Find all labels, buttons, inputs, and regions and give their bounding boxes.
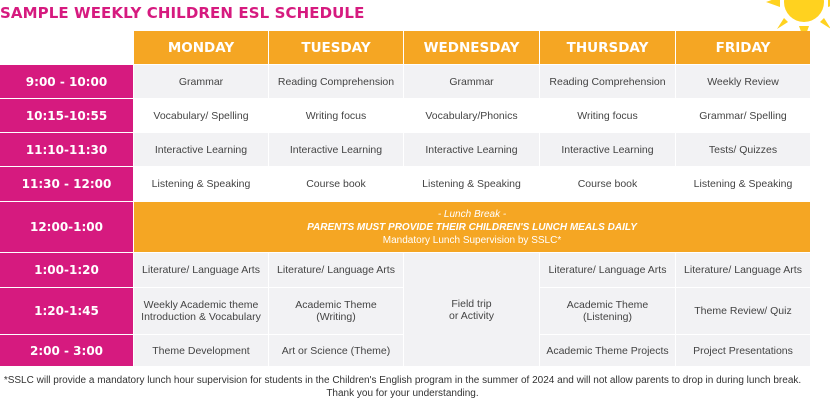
lunch-supervision: Mandatory Lunch Supervision by SSLC* bbox=[382, 234, 562, 246]
time-slot: 9:00 - 10:00 bbox=[0, 65, 133, 98]
wednesday-field-trip-cell bbox=[404, 253, 539, 366]
table-cell: Grammar bbox=[134, 65, 268, 98]
table-cell: Reading Comprehension bbox=[269, 65, 403, 98]
header-friday: FRIDAY bbox=[676, 31, 810, 64]
lunch-notice: PARENTS MUST PROVIDE THEIR CHILDREN'S LUNCH MEALS DAILY bbox=[307, 221, 637, 233]
table-cell: Writing focus bbox=[540, 99, 675, 132]
table-cell: Interactive Learning bbox=[269, 133, 403, 166]
table-cell: Listening & Speaking bbox=[676, 167, 810, 201]
table-cell: Academic Theme Projects bbox=[540, 335, 675, 366]
time-slot: 2:00 - 3:00 bbox=[0, 335, 133, 366]
table-cell: Academic Theme (Writing) bbox=[269, 288, 403, 334]
schedule-table bbox=[0, 31, 805, 366]
table-cell: Weekly Review bbox=[676, 65, 810, 98]
table-cell: Tests/ Quizzes bbox=[676, 133, 810, 166]
table-cell: Interactive Learning bbox=[404, 133, 539, 166]
field-trip-line: Field trip bbox=[451, 297, 492, 310]
time-slot: 11:30 - 12:00 bbox=[0, 167, 133, 201]
header-thursday: THURSDAY bbox=[540, 31, 675, 64]
table-cell: Grammar/ Spelling bbox=[676, 99, 810, 132]
table-cell: Listening & Speaking bbox=[134, 167, 268, 201]
table-cell: Vocabulary/Phonics bbox=[404, 99, 539, 132]
table-cell: Art or Science (Theme) bbox=[269, 335, 403, 366]
table-cell: Literature/ Language Arts bbox=[676, 253, 810, 287]
table-cell: Writing focus bbox=[269, 99, 403, 132]
time-slot: 1:20-1:45 bbox=[0, 288, 133, 334]
table-cell: Interactive Learning bbox=[134, 133, 268, 166]
lunch-break-banner bbox=[134, 202, 810, 252]
table-cell: Literature/ Language Arts bbox=[269, 253, 403, 287]
time-slot-lunch: 12:00-1:00 bbox=[0, 202, 133, 252]
lunch-label: - Lunch Break - bbox=[437, 208, 507, 220]
footnote: *SSLC will provide a mandatory lunch hour supervision for students in the Children's English program in the summer of 2024 and will not allow parents to drop in during lunch break. Thank you for your understanding. bbox=[3, 375, 802, 399]
table-cell: Course book bbox=[540, 167, 675, 201]
table-cell: Reading Comprehension bbox=[540, 65, 675, 98]
table-cell: Weekly Academic theme Introduction & Vocabulary bbox=[134, 288, 268, 334]
header-tuesday: TUESDAY bbox=[269, 31, 403, 64]
time-slot: 10:15-10:55 bbox=[0, 99, 133, 132]
table-cell: Literature/ Language Arts bbox=[540, 253, 675, 287]
header-corner bbox=[0, 31, 133, 64]
table-cell: Project Presentations bbox=[676, 335, 810, 366]
table-cell: Interactive Learning bbox=[540, 133, 675, 166]
table-cell: Listening & Speaking bbox=[404, 167, 539, 201]
table-cell: Theme Review/ Quiz bbox=[676, 288, 810, 334]
table-cell: Literature/ Language Arts bbox=[134, 253, 268, 287]
table-cell: Grammar bbox=[404, 65, 539, 98]
schedule-title: SAMPLE WEEKLY CHILDREN ESL SCHEDULE bbox=[0, 4, 365, 22]
table-cell: Academic Theme (Listening) bbox=[540, 288, 675, 334]
table-cell: Theme Development bbox=[134, 335, 268, 366]
table-cell: Vocabulary/ Spelling bbox=[134, 99, 268, 132]
time-slot: 1:00-1:20 bbox=[0, 253, 133, 287]
time-slot: 11:10-11:30 bbox=[0, 133, 133, 166]
header-wednesday: WEDNESDAY bbox=[404, 31, 539, 64]
activity-line: or Activity bbox=[449, 309, 494, 322]
header-monday: MONDAY bbox=[134, 31, 268, 64]
table-cell: Course book bbox=[269, 167, 403, 201]
